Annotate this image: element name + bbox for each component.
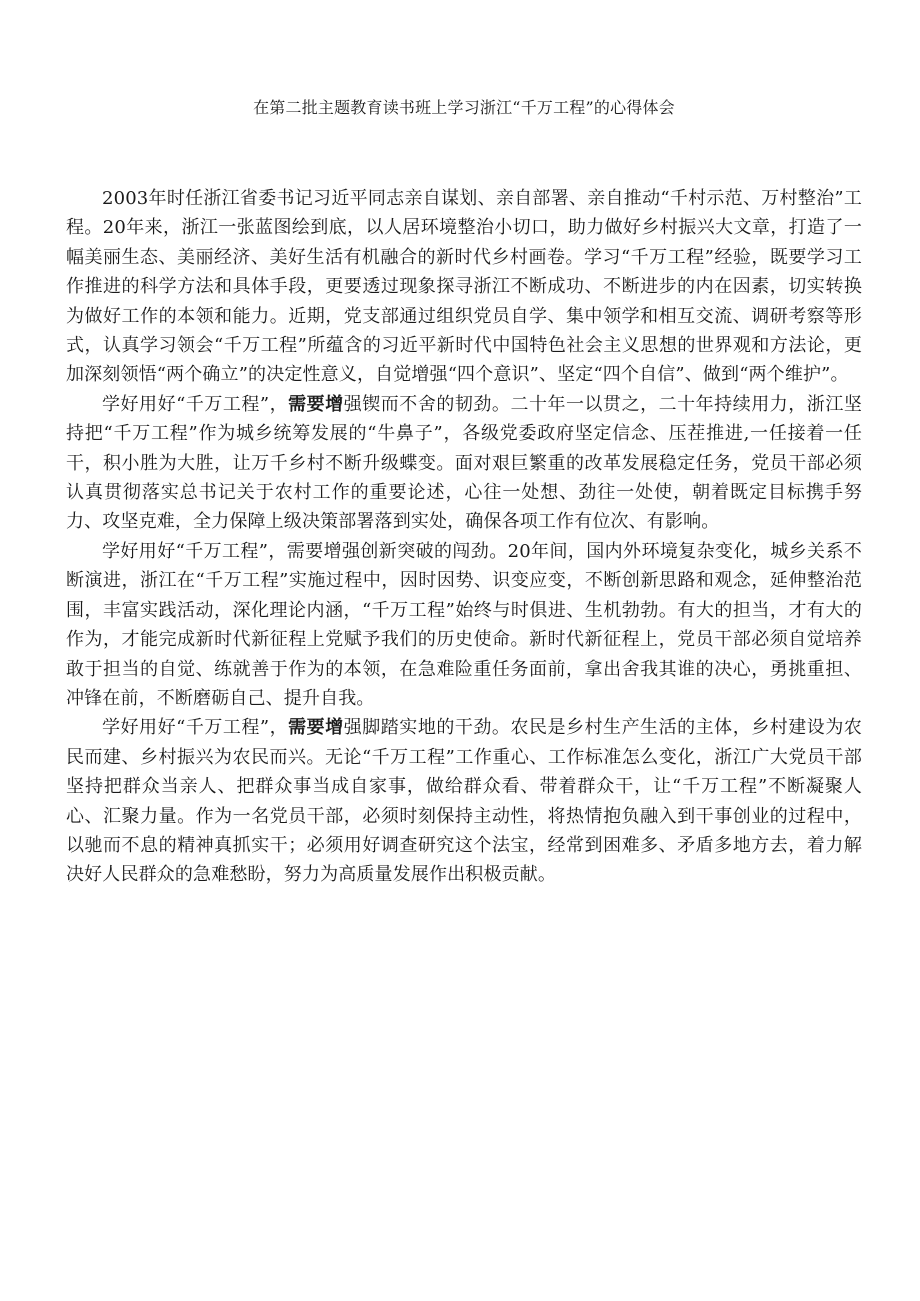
paragraph-4-bold: 需要增	[288, 717, 344, 739]
paragraph-2-text: 强锲而不舍的韧劲。二十年一以贯之，二十年持续用力，浙江坚持把“千万工程”作为城乡统筹发展的“牛鼻子”，各级党委政府坚定信念、压茬推进,一任接着一任干，积小胜为大胜，让万千乡村不断升级蝶变。面对艰巨繁重的改革发展稳定任务，党员干部必须认真贯彻落实总书记关于农村工作的重要论述，心往一处想、劲往一处使，朝着既定目标携手努力、攻坚克难，全力保障上级决策部署落到实处，确保各项工作有位次、有影响。	[66, 393, 862, 533]
paragraph-2-bold: 需要增	[288, 393, 344, 415]
document-body	[66, 184, 862, 890]
paragraph-2-lead: 学好用好“千万工程”，	[102, 393, 289, 415]
paragraph-1-text: 2003年时任浙江省委书记习近平同志亲自谋划、亲自部署、亲自推动“千村示范、万村整治”工程。20年来，浙江一张蓝图绘到底，以人居环境整治小切口，助力做好乡村振兴大文章，打造了一幅美丽生态、美丽经济、美好生活有机融合的新时代乡村画卷。学习“千万工程”经验，既要学习工作推进的科学方法和具体手段，更要透过现象探寻浙江不断成功、不断进步的内在因素，切实转换为做好工作的本领和能力。近期，党支部通过组织党员自学、集中领学和相互交流、调研考察等形式，认真学习领会“千万工程”所蕴含的习近平新时代中国特色社会主义思想的世界观和方法论，更加深刻领悟“两个确立”的决定性意义，自觉增强“四个意识”、坚定“四个自信”、做到“两个维护”。	[66, 188, 862, 386]
paragraph-3-text: 学好用好“千万工程”，需要增强创新突破的闯劲。20年间，国内外环境复杂变化，城乡关系不断演进，浙江在“千万工程”实施过程中，因时因势、识变应变，不断创新思路和观念，延伸整治范围，丰富实践活动，深化理论内涵，“千万工程”始终与时俱进、生机勃勃。有大的担当，才有大的作为，才能完成新时代新征程上党赋予我们的历史使命。新时代新征程上，党员干部必须自觉培养敢于担当的自觉、练就善于作为的本领，在急难险重任务面前，拿出舍我其谁的决心，勇挑重担、冲锋在前，不断磨砺自己、提升自我。	[66, 540, 862, 709]
paragraph-4-lead: 学好用好“千万工程”，	[102, 717, 289, 739]
document-title: 在第二批主题教育读书班上学习浙江“千万工程”的心得体会	[253, 98, 675, 117]
paragraph-2	[66, 390, 862, 537]
paragraph-1	[66, 184, 862, 390]
paragraph-4	[66, 713, 862, 889]
paragraph-4-text: 强脚踏实地的干劲。农民是乡村生产生活的主体，乡村建设为农民而建、乡村振兴为农民而兴。无论“千万工程”工作重心、工作标准怎么变化，浙江广大党员干部坚持把群众当亲人、把群众事当成自家事，做给群众看、带着群众干，让“千万工程”不断凝聚人心、汇聚力量。作为一名党员干部，必须时刻保持主动性，将热情抱负融入到干事创业的过程中，以驰而不息的精神真抓实干；必须用好调查研究这个法宝，经常到困难多、矛盾多地方去，着力解决好人民群众的急难愁盼，努力为高质量发展作出积极贡献。	[66, 717, 862, 886]
paragraph-3	[66, 537, 862, 713]
